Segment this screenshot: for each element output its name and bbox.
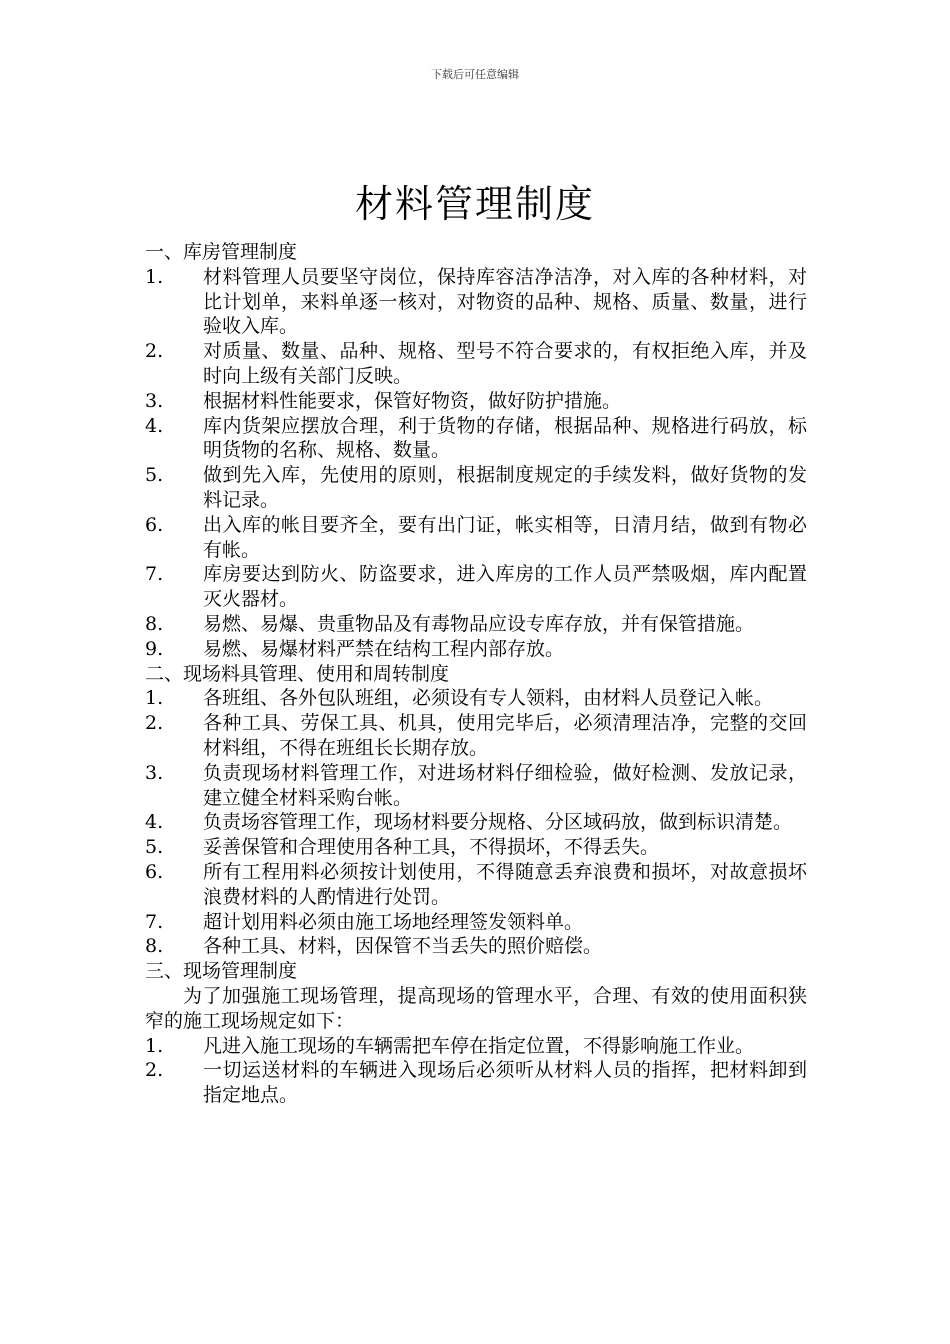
list-item (145, 612, 807, 637)
item-number: 8. (145, 612, 164, 635)
item-text: 做到先入库，先使用的原则，根据制度规定的手续发料，做好货物的发料记录。 (203, 464, 807, 511)
list-item (145, 810, 807, 835)
item-text: 所有工程用料必须按计划使用，不得随意丢弃浪费和损坏，对故意损坏浪费材料的人酌情进行处罚。 (203, 860, 807, 908)
section-heading: 三、现场管理制度 (145, 960, 298, 983)
item-number: 4. (145, 811, 164, 834)
item-number: 4. (145, 414, 164, 437)
list-item (145, 711, 807, 761)
section-heading: 二、现场料具管理、使用和周转制度 (145, 662, 450, 685)
list-item (145, 513, 807, 563)
item-text: 负责场容管理工作，现场材料要分规格、分区域码放，做到标识清楚。 (203, 811, 793, 834)
item-number: 1. (145, 1034, 164, 1057)
list-item (145, 934, 807, 959)
item-number: 6. (145, 513, 164, 536)
document-title: 材料管理制度 (354, 182, 595, 227)
item-text: 根据材料性能要求，保管好物资，做好防护措施。 (203, 389, 622, 412)
item-number: 5. (145, 836, 164, 859)
page-header-note: 下载后可任意编辑 (431, 68, 519, 81)
section-warehouse (145, 240, 807, 662)
item-number: 3. (145, 389, 164, 412)
item-text: 出入库的帐目要齐全，要有出门证，帐实相等，日清月结，做到有物必有帐。 (203, 513, 807, 561)
item-text: 凡进入施工现场的车辆需把车停在指定位置，不得影响施工作业。 (203, 1034, 755, 1057)
item-number: 5. (145, 464, 164, 487)
list-item (145, 761, 807, 811)
item-text: 易燃、易爆、贵重物品及有毒物品应设专库存放，并有保管措施。 (203, 612, 755, 635)
item-number: 7. (145, 910, 164, 933)
list-item (145, 1034, 807, 1059)
list-item (145, 562, 807, 612)
list-item (145, 686, 807, 711)
list-item (145, 910, 807, 935)
item-text: 对质量、数量、品种、规格、型号不符合要求的，有权拒绝入库，并及时向上级有关部门反映。 (203, 340, 807, 387)
item-text: 一切运送材料的车辆进入现场后必须听从材料人员的指挥，把材料卸到指定地点。 (203, 1059, 807, 1107)
item-number: 1. (145, 265, 164, 288)
item-number: 9. (145, 637, 164, 660)
list-item (145, 860, 807, 910)
list-item (145, 637, 807, 662)
item-text: 库内货架应摆放合理，利于货物的存储，根据品种、规格进行码放，标明货物的名称、规格、数量。 (203, 414, 807, 462)
list-item (145, 463, 807, 513)
list-item (145, 835, 807, 860)
list-item (145, 414, 807, 464)
item-number: 2. (145, 1059, 164, 1082)
item-text: 各班组、各外包队班组，必须设有专人领料，由材料人员登记入帐。 (203, 687, 774, 710)
item-number: 6. (145, 860, 164, 883)
item-number: 7. (145, 563, 164, 586)
list-item (145, 339, 807, 389)
item-text: 负责现场材料管理工作，对进场材料仔细检验，做好检测、发放记录，建立健全材料采购台帐。 (203, 761, 807, 809)
list-item (145, 389, 807, 414)
item-number: 1. (145, 687, 164, 710)
item-text: 材料管理人员要坚守岗位，保持库容洁净洁净，对入库的各种材料，对比计划单，来料单逐一核对，对物资的品种、规格、质量、数量，进行验收入库。 (203, 265, 807, 338)
item-text: 妥善保管和合理使用各种工具，不得损坏，不得丢失。 (203, 836, 660, 859)
section-site-materials (145, 662, 807, 960)
item-text: 各种工具、材料，因保管不当丢失的照价赔偿。 (203, 935, 603, 958)
item-number: 3. (145, 761, 164, 784)
item-number: 2. (145, 712, 164, 735)
section-intro: 为了加强施工现场管理，提高现场的管理水平，合理、有效的使用面积狭窄的施工现场规定如下： (145, 984, 807, 1032)
list-item (145, 265, 807, 339)
item-text: 易燃、易爆材料严禁在结构工程内部存放。 (203, 637, 565, 660)
item-text: 库房要达到防火、防盗要求，进入库房的工作人员严禁吸烟，库内配置灭火器材。 (203, 563, 807, 611)
item-number: 2. (145, 340, 164, 363)
section-heading: 一、库房管理制度 (145, 241, 298, 263)
document-body (145, 240, 807, 1108)
list-item (145, 1058, 807, 1108)
section-site-management (145, 959, 807, 1108)
item-number: 8. (145, 935, 164, 958)
item-text: 各种工具、劳保工具、机具，使用完毕后，必须清理洁净，完整的交回材料组，不得在班组长长期存放。 (203, 712, 807, 759)
item-text: 超计划用料必须由施工场地经理签发领料单。 (203, 910, 584, 933)
